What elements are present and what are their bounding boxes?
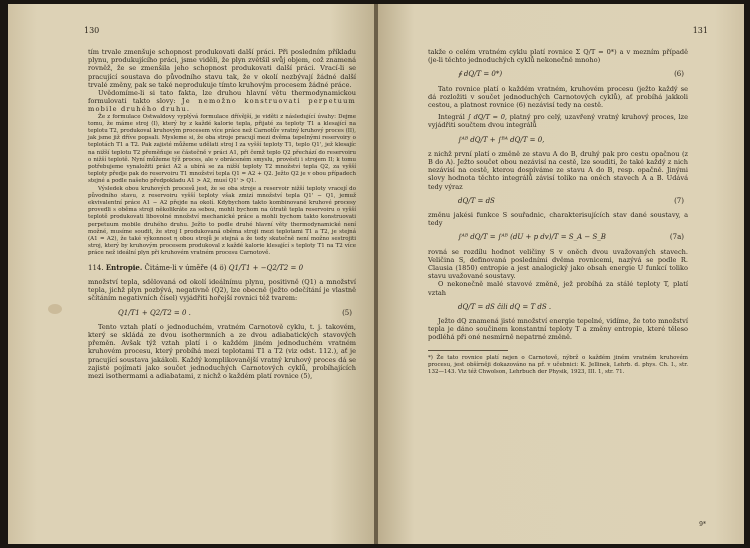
paragraph-lead: Uvědomíme-li si tato fakta, lze druhou hlavní větu thermodynamickou formulovati takto slovy: xyxy=(88,89,356,106)
paragraph: Ježto dQ znamená jisté množství energie tepelné, vidíme, že toto množství tepla je dáno součinem konstantní teploty T a změny entropie, které těleso podléhá při oné nesmírně nepatrné změně. xyxy=(428,317,688,342)
paragraph: změnu jakési funkce S souřadnic, charakterisujících stav dané soustavy, a tedy xyxy=(428,211,688,228)
equation-number: (6) xyxy=(674,70,684,79)
right-page xyxy=(378,4,744,544)
paragraph: tím trvale zmenšuje schopnost produkovati další práci. Při posledním příkladu plynu, produkujícího práci, jsme viděli, že plyn zvětšil svůj objem, což znamená rovněž, že se zmenšila jeho schopnost produkovati další práci. Vrací-li se pracující soustava do původního stavu tak, že v okolí nezbývají žádné další trvalé změny, pak se také neprodukuje tímto kruhovým procesem žádné práce. xyxy=(88,48,356,89)
section-number: 114. xyxy=(88,263,104,272)
equation-row xyxy=(428,197,688,205)
paragraph: Tento vztah platí o jednoduchém, vratném Carnotově cyklu, t. j. takovém, který se skládá ze dvou isothermních a ze dvou adiabatických stavových přeměn. Avšak týž vztah platí i o každém jiném jednoduchém vratném kruhovém procesu, který probíhá mezi teplotami T1 a T2 (viz odst. 112.), ať je pracující soustava jakákoli. Každý komplikovanější vratný kruhový proces dá se zajisté pojímati jako součet jednoduchých Carnotových cyklů, probíhajících mezi isothermami a adiabatami, z nichž o každém platí rovnice (5), xyxy=(88,322,356,380)
book-spread xyxy=(8,4,744,544)
paragraph-rest: platný pro celý, uzavřený vratný kruhový proces, lze vyjádřiti součtem dvou integrálů xyxy=(428,113,688,130)
equation-row xyxy=(428,70,688,78)
paragraph: z nichž první platí o změně ze stavu A do B, druhý pak pro cestu opačnou (z B do A). Ježto součet obou nezávisí na cestě, lze souditi, že také každý z nich nezávisí na cestě, kterou dospíváme ze stavu A do B, resp. opačně. Jinými slovy hodnota těchto integrálů závisí toliko na oněch stavech A a B. Udává tedy výraz xyxy=(428,149,688,191)
section-heading xyxy=(88,264,356,272)
paragraph: takže o celém vratném cyklu platí rovnice Σ Q/T = 0*) a v mezním případě (je-li těchto jednoduchých cyklů nekonečně mnoho) xyxy=(428,48,688,65)
equation-row xyxy=(428,233,688,241)
paragraph: O nekonečně malé stavové změně, jež probíhá za stálé teploty T, platí vztah xyxy=(428,280,688,297)
paragraph xyxy=(88,89,356,114)
equation: ∫ᴬᴮ dQ/T + ∫ᴮᴬ dQ/T = 0, xyxy=(458,135,545,144)
equation-row xyxy=(88,309,356,317)
paragraph: Tato rovnice platí o každém vratném, kruhovém procesu (ježto každý se dá rozložiti v součet jednoduchých Carnotových cyklů), ať probíhá jakkoli cestou, a platnost rovnice (6) nezávisí tedy na cestě. xyxy=(428,84,688,110)
footnote: *) Že tato rovnice platí nejen o Carnotově, nýbrž o každém jiném vratném kruhovém procesu, jest obšírněji dokazováno na př. v učebnici: K. Jellinek, Lehrb. d. phys. Ch. I., str. 132—143. Viz též Chwolson, Lehrbuch der Physik, 1923, III. 1, str. 71. xyxy=(428,354,688,376)
page-body xyxy=(428,48,688,376)
page-number: 130 xyxy=(84,26,100,35)
page-body xyxy=(88,48,356,380)
equation-row xyxy=(428,303,688,311)
equation: ∫ dQ/T = 0, xyxy=(467,113,507,122)
equation: ∮ dQ/T = 0*) xyxy=(458,70,503,79)
equation: Q1/T1 + Q2/T2 = 0 . xyxy=(118,308,191,317)
equation: Q1/T1 + −Q2/T2 = 0 xyxy=(228,263,304,272)
left-page xyxy=(8,4,374,544)
section-title: Entropie. xyxy=(105,262,143,272)
small-paragraph: Že z formulace Ostwaldovy vyplývá formulace dřívější, je viděti z následující úvahy: Dejme tomu, že máme stroj (I), který by z každé kalorie tepla, přijaté za teploty T1 a klesající na teplotu T2, produkoval kruhovým procesem více práce než Carnotův vratný kruhový proces (II), jak jsme již dříve popsali. Mysleme si, že oba stroje pracují mezi dvěma tepelnými reservoiry o teplotách T1 a T2. Pak zajisté můžeme udělati stroj I za vyšší teploty T1, teplo Q1', jež klesajíc na nižší teplotu T2 přeměňuje se částečně v práci A1, při čemž teplo Q2 přechází do reservoiru o nižší teplotě. Nyní můžeme týž proces, ale v obráceném smyslu, provésti i strojem II; k tomu potřebujeme vynaložiti práci A2 a ubírá se za nižší teploty T2 množství tepla Q2, za vyšší teploty předje pak do reservoiru T1 množství tepla Q1 = A2 + Q2. Ježto Q2 je v obou případech stejné a podle našeho předpokladu A1 > A2, musí Q1' > Q1. xyxy=(88,113,356,185)
equation-number: (5) xyxy=(342,308,352,317)
signature-mark: 9* xyxy=(699,521,706,528)
emphasis-text: Je nemožno konstruovati perpetuum mobile druhého druhu. xyxy=(88,97,356,114)
section-lead: Čitáme-li v úměře (4 ö) xyxy=(144,263,227,272)
page-number: 131 xyxy=(692,26,708,35)
footnote-rule xyxy=(428,350,508,351)
stain xyxy=(48,304,62,314)
paragraph: rovná se rozdílu hodnot veličiny S v oněch dvou uvažovaných stavech. Veličina S, definovaná posledními dvěma rovnicemi, nazývá se podle R. Clausia (1850) entropie a jest analogický jako obsah energie U funkcí toliko stavu uvažované soustavy. xyxy=(428,247,688,281)
equation: ∫ᴬᴮ dQ/T = ∫ᴬᴮ (dU + p dv)/T = S_A − S_B xyxy=(458,233,606,242)
paragraph-lead: Integrál xyxy=(438,113,465,122)
equation-row xyxy=(428,136,688,144)
small-paragraph: Výsledek obou kruhových procesů jest, že se oba stroje a reservoir nižší teploty vracejí do původního stavu, z reservoiru vyšší teploty však zmizí množství tepla Q1' − Q1, jemuž ekvivalentní práce A1 − A2 přejde na okolí. Kdybychom takto kombinované kruhové procesy provedli s oběma stroji několikráte za sebou, mohli bychom na útratě tepla reservoiru o vyšší teplotě produkovati libovolné množství mechanické práce a mohli bychom takto konstruovati perpetuum mobile druhého druhu. Ježto to podle druhé hlavní věty thermodynamické není možné, musíme soudit, že stroj I produkovaná oběma stroji mezi teplotami T1 a T2, je stejná (A1 = A2), že také výkonnost η obou strojů je stejná a že tedy skutečně není možno sestrojiti stroj, který by kruhovým procesem produkoval z každé kalorie klesající s teploty T1 na T2 více práce než ideální plyn při kruhovém vratném procesu Carnotově. xyxy=(88,185,356,257)
equation-number: (7) xyxy=(674,196,684,205)
paragraph: množství tepla, sdělovaná od okolí ideálnímu plynu, positivně (Q1) a množství tepla, jichž plyn pozbývá, negativně (Q2), lze obecně (ježto odečítání je vlastně sčítáním negativních čísel) vyjádřiti hořejší rovnici též tvarem: xyxy=(88,277,356,303)
paragraph xyxy=(428,113,688,129)
equation: dQ/T = dS čili dQ = T dS . xyxy=(458,302,552,311)
equation-number: (7a) xyxy=(669,233,684,242)
equation: dQ/T = dS xyxy=(458,196,495,205)
